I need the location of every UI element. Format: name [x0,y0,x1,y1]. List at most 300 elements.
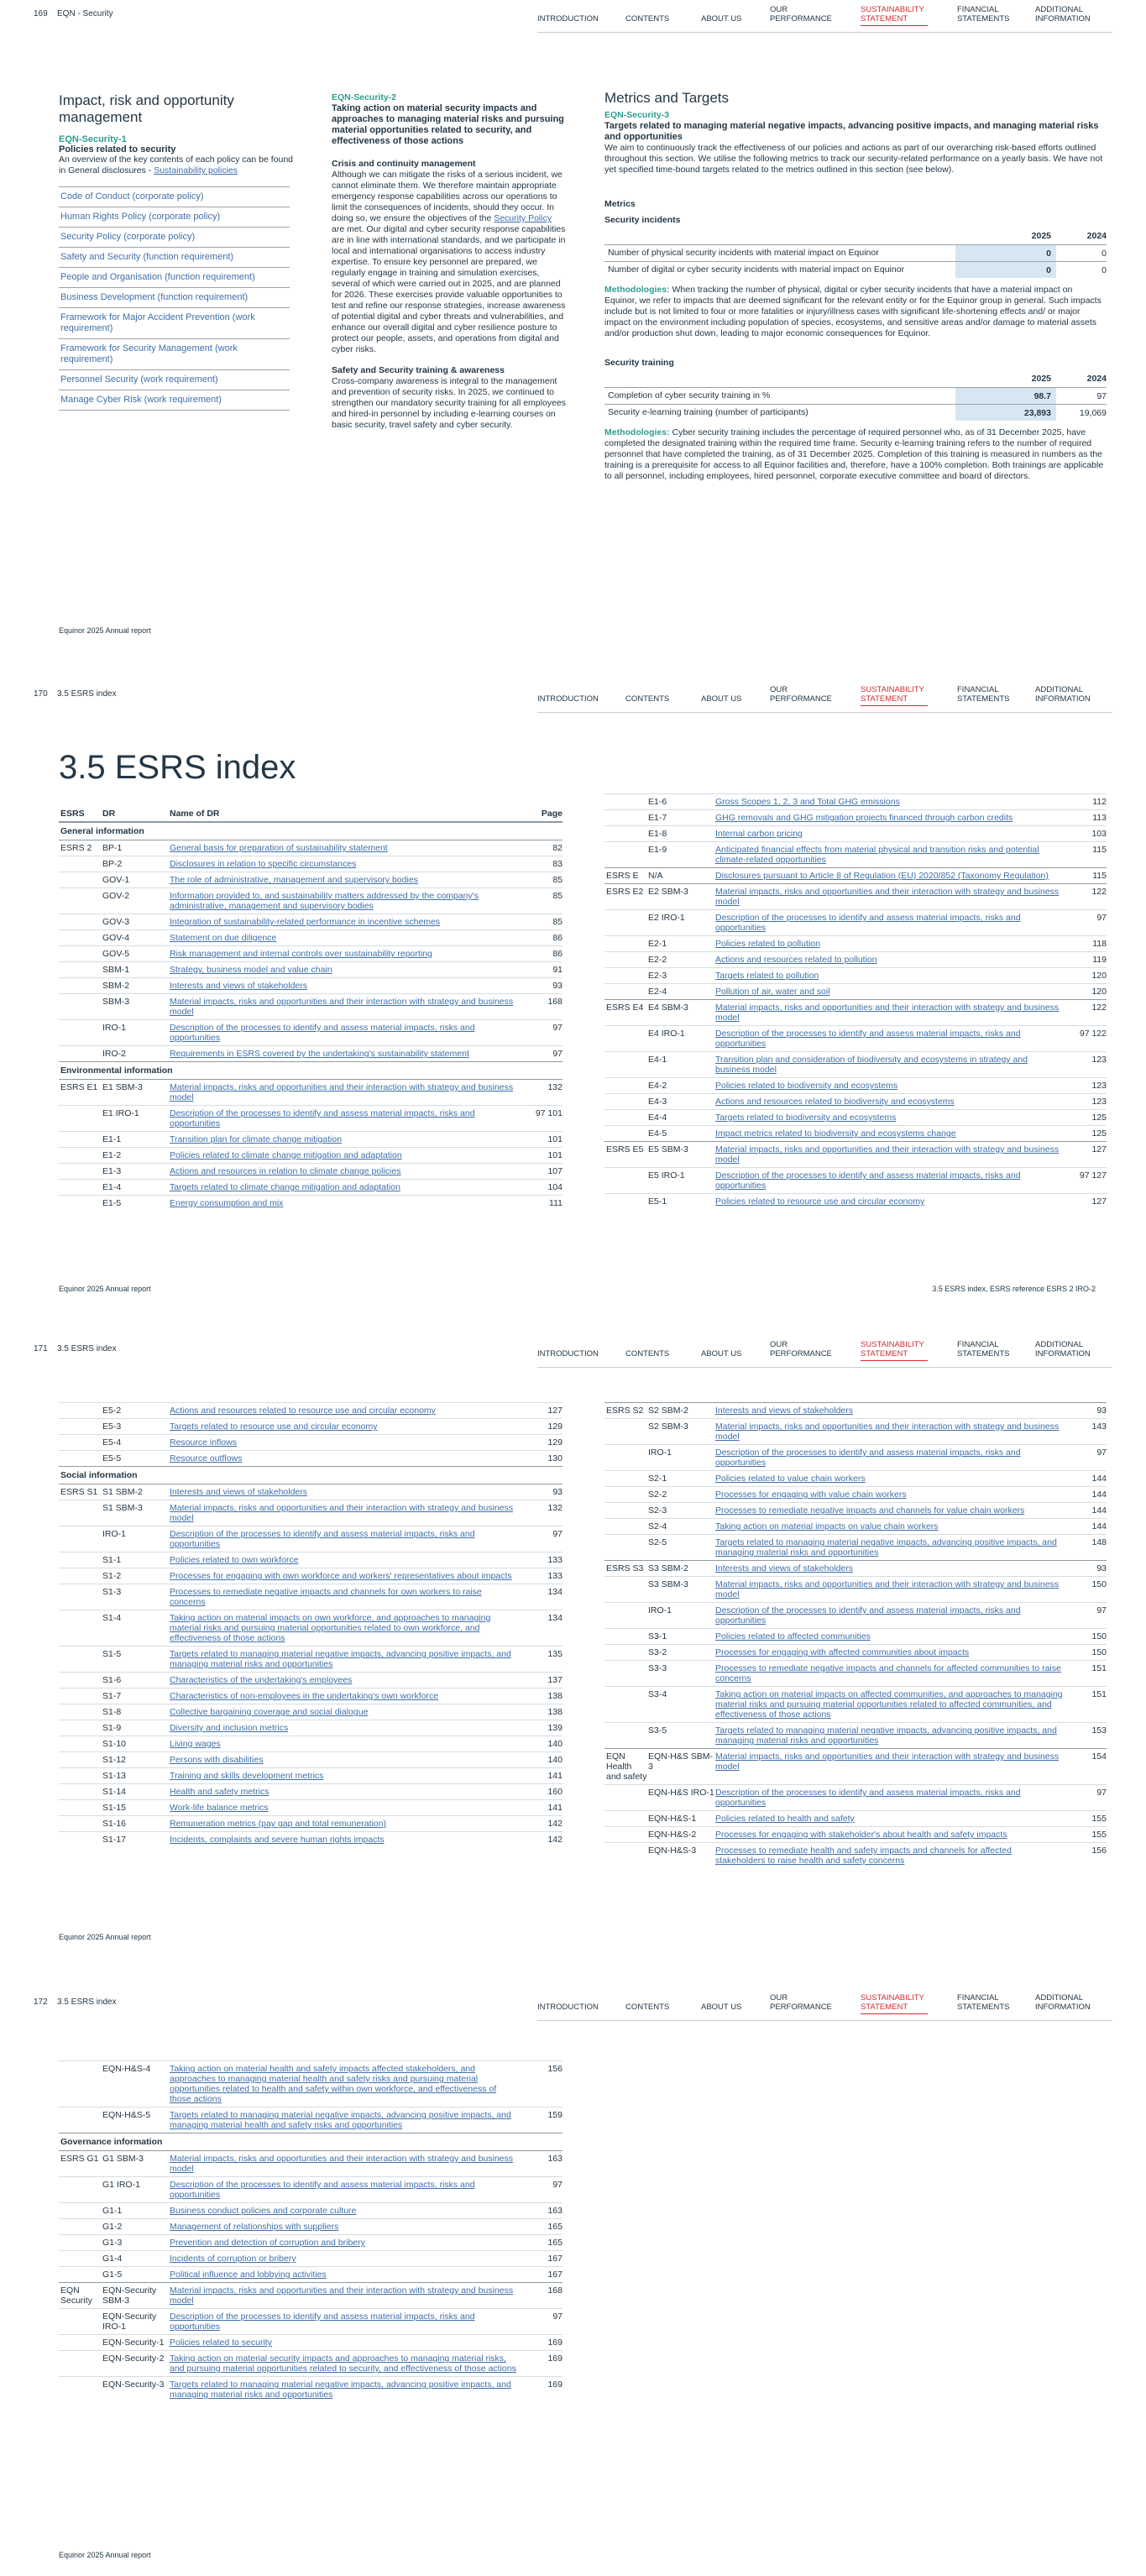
dr-link[interactable]: Description of the processes to identify and assess material impacts, risks and opportunities [170,2180,475,2200]
dr-cell: E1-7 [648,813,667,823]
page-cell: 169 [547,2380,563,2390]
dr-cell: S1-2 [102,1571,122,1581]
page-cell: 127 [547,1406,563,1416]
dr-cell: E1-1 [102,1134,122,1144]
table-row [59,1783,563,1799]
policy-link[interactable]: Framework for Major Accident Prevention (work requirement) [59,307,290,338]
table-row [604,1784,1107,1810]
nav-item[interactable]: INTRODUCTION [537,694,599,704]
table-row [59,1434,563,1450]
training-table-heading: Security training [604,358,674,368]
nav-item[interactable]: SUSTAINABILITY STATEMENT [861,685,936,706]
table-row [604,1025,1107,1051]
dr-link[interactable]: Interests and views of stakeholders [715,1563,854,1573]
dr-link[interactable]: Processes to remediate health and safety impacts and channels for affected stakeholders to raise health and safety concerns [715,1846,1012,1866]
dr-cell: S2-4 [648,1521,667,1531]
nav-item[interactable]: FINANCIAL STATEMENTS [957,1993,1010,2012]
page-cell: 127 [1091,1196,1107,1207]
metrics-column [604,92,1107,482]
table-row [59,1751,563,1767]
policy-link[interactable]: People and Organisation (function requirement) [59,267,290,287]
nav-item[interactable]: ADDITIONAL INFORMATION [1035,5,1091,24]
dr-link[interactable]: Characteristics of non-employees in the undertaking's own workforce [170,1691,439,1701]
esrs-cell: ESRS G1 [60,2154,99,2164]
dr-cell: E1-3 [102,1166,122,1176]
footer: Equinor 2025 Annual report [59,626,151,635]
dr-link[interactable]: Policies related to health and safety [715,1814,855,1824]
dr-cell: S2 SBM-3 [648,1422,688,1432]
dr-link[interactable]: Policies related to resource use and circular economy [715,1196,925,1207]
dr-link[interactable]: Description of the processes to identify and assess material impacts, risks and opportunities [715,1605,1021,1626]
table-row [59,1450,563,1466]
dr-link[interactable]: Targets related to pollution [715,971,819,981]
nav-item[interactable]: CONTENTS [625,1349,670,1359]
page-cell: 150 [1091,1647,1107,1657]
nav-item[interactable]: OUR PERFORMANCE [770,1340,832,1359]
dr-link[interactable]: Actions and resources related to pollution [715,955,877,965]
esrs-cell [604,1029,648,1049]
dr-cell: EQN-Security-2 [102,2353,165,2364]
dr-cell: EQN-Security-3 [102,2380,165,2390]
page-cell: 167 [547,2270,563,2280]
table-row [59,1526,563,1552]
dr-cell: E2 IRO-1 [648,913,685,923]
table-row [59,2250,563,2266]
nav-item[interactable]: SUSTAINABILITY STATEMENT [861,1993,936,2014]
table-row [59,1646,563,1672]
dr-link[interactable]: Transition plan for climate change mitigation [170,1134,343,1144]
table-row [59,1831,563,1847]
dr-link[interactable]: Policies related to affected communities [715,1631,871,1641]
policy-link[interactable]: Personnel Security (work requirement) [59,369,290,390]
disclosure-title: Targets related to managing material negative impacts, advancing positive impacts, and managing material risks and opportunities [604,121,1099,142]
dr-link[interactable]: Material impacts, risks and opportunities and their interaction with strategy and business model [170,1503,514,1523]
dr-link[interactable]: Taking action on material security impacts and approaches to managing material risks, and pursuing material opportunities related to security, and effectiveness of those actions [170,2353,516,2374]
esrs-cell [59,2270,102,2280]
dr-cell: EQN-H&S IRO-1 [648,1788,714,1798]
esrs-table-left [59,806,563,1211]
dr-link[interactable]: Material impacts, risks and opportunities and their interaction with strategy and business model [170,2154,514,2174]
table-header: ESRS DR Name of DR Page [59,806,563,822]
page-cell: 97 101 [535,1108,563,1118]
page-cell: 120 [1091,971,1107,981]
dr-cell: IRO-1 [648,1448,672,1458]
dr-link[interactable]: Resource outflows [170,1453,243,1463]
page-cell: 138 [547,1691,563,1701]
dr-link[interactable]: Targets related to climate change mitigation and adaptation [170,1182,400,1192]
metric-row: Number of physical security incidents with material impact on Equinor 0 0 [604,244,1107,261]
esrs-cell [604,1055,648,1075]
dr-link[interactable]: Processes for engaging with affected communities about impacts [715,1647,970,1657]
table-row [604,1534,1107,1560]
security-policy-link[interactable]: Security Policy [494,213,552,223]
page-cell: 111 [549,1198,563,1208]
table-row [59,2202,563,2218]
esrs-cell [604,1605,648,1626]
nav-item[interactable]: ABOUT US [701,2003,742,2012]
dr-cell: E5-4 [102,1437,122,1448]
page-number: 172 [34,1997,48,2007]
dr-link[interactable]: Persons with disabilities [170,1755,264,1765]
nav-item[interactable]: INTRODUCTION [537,14,599,24]
dr-cell: E2-4 [648,987,667,997]
dr-link[interactable]: Targets related to managing material negative impacts, advancing positive impacts, and managing material risks and opportunities [170,1649,511,1669]
nav-item[interactable]: FINANCIAL STATEMENTS [957,1340,1010,1359]
nav-item[interactable]: CONTENTS [625,2003,670,2012]
dr-link[interactable]: Taking action on material health and safety impacts affected stakeholders, and approaches to managing material health and safety risks and pursuing material opportunities related to health and safety within own workforce, and effectiveness of those actions [170,2064,497,2104]
dr-link[interactable]: Incidents of corruption or bribery [170,2254,296,2264]
table-row [59,872,563,887]
dr-link[interactable]: Description of the processes to identify and assess material impacts, risks and opportunities [715,1170,1021,1191]
dr-link[interactable]: Resource inflows [170,1437,237,1448]
dr-link[interactable]: Living wages [170,1739,221,1749]
page-cell: 120 [1091,987,1107,997]
dr-link[interactable]: Targets related to managing material negative impacts, advancing positive impacts, and managing material risks and opportunities [170,2380,511,2400]
nav-item[interactable]: FINANCIAL STATEMENTS [957,5,1010,24]
dr-cell: E1 IRO-1 [102,1108,139,1118]
dr-link[interactable]: Targets related to managing material negative impacts, advancing positive impacts, and managing material health and safety risks and opportunities [170,2110,511,2130]
dr-link[interactable]: Taking action on material impacts on value chain workers [715,1521,939,1531]
nav-item[interactable]: ABOUT US [701,694,742,704]
table-row [59,1720,563,1736]
page-cell: 97 122 [1079,1029,1107,1039]
dr-link[interactable]: Material impacts, risks and opportunities and their interaction with strategy and business model [715,1144,1060,1165]
dr-link[interactable]: Internal carbon pricing [715,829,803,839]
dr-link[interactable]: Description of the processes to identify and assess material impacts, risks and opportunities [170,1529,475,1549]
metrics-intro: We aim to continuously track the effectiveness of our policies and actions as part of our overarching risk-based efforts outlined throughout this section. We utilise the following metrics to track our security-related performance on a yearly basis. We have not yet specified time-bound targets related to the metrics outlined in this section (see below). [604,143,1103,175]
table-row [604,1093,1107,1109]
esrs-cell [59,1555,102,1565]
dr-link[interactable]: Management of relationships with suppliers [170,2222,339,2232]
esrs-cell [59,875,102,885]
dr-link[interactable]: Impact metrics related to biodiversity and ecosystems change [715,1128,956,1139]
dr-link[interactable]: Processes for engaging with stakeholder's about health and safety impacts [715,1830,1007,1840]
page-cell: 150 [1091,1579,1107,1589]
dr-cell: S2-2 [648,1490,667,1500]
nav-item[interactable]: ADDITIONAL INFORMATION [1035,1993,1091,2012]
table-row [59,2376,563,2402]
dr-cell: IRO-2 [102,1049,127,1059]
nav-item[interactable]: CONTENTS [625,694,670,704]
dr-link[interactable]: The role of administrative, management and supervisory bodies [170,875,418,885]
dr-cell: S1-15 [102,1803,127,1813]
table-row [59,1105,563,1131]
table-row [59,2334,563,2350]
esrs-cell [59,2353,102,2374]
esrs-cell [59,2238,102,2248]
dr-link[interactable]: Targets related to biodiversity and ecosystems [715,1113,897,1123]
page-cell: 155 [1091,1830,1107,1840]
dr-link[interactable]: Policies related to value chain workers [715,1474,866,1484]
dr-link[interactable]: Processes for engaging with own workforce and workers' representatives about impacts [170,1571,512,1581]
dr-link[interactable]: Prevention and detection of corruption and bribery [170,2238,365,2248]
dr-link[interactable]: General basis for preparation of sustainability statement [170,843,388,853]
esrs-cell [59,2254,102,2264]
dr-cell: EQN-H&S-4 [102,2064,151,2074]
dr-link[interactable]: Gross Scopes 1, 2, 3 and Total GHG emissions [715,797,900,807]
nav-item[interactable]: SUSTAINABILITY STATEMENT [861,5,936,26]
esrs-cell [604,1846,648,1866]
dr-cell: E1-2 [102,1150,122,1160]
nav-item[interactable]: SUSTAINABILITY STATEMENT [861,1340,936,1361]
policy-link[interactable]: Safety and Security (function requirement) [59,247,290,267]
nav-item[interactable]: FINANCIAL STATEMENTS [957,685,1010,704]
table-row [604,1470,1107,1486]
page-number: 170 [34,689,48,699]
dr-link[interactable]: Description of the processes to identify and assess material impacts, risks and opportunities [715,1029,1021,1049]
table-row [604,1826,1107,1842]
page-cell: 150 [1091,1631,1107,1641]
esrs-cell [59,1571,102,1581]
disclosure-title: Policies related to security [59,144,176,154]
dr-link[interactable]: Remuneration metrics (pay gap and total remuneration) [170,1819,386,1829]
dr-cell: S2 SBM-2 [648,1406,688,1416]
dr-cell: BP-1 [102,843,123,853]
nav-item[interactable]: OUR PERFORMANCE [770,5,832,24]
esrs-cell [59,1755,102,1765]
table-row [59,1179,563,1195]
dr-link[interactable]: Risk management and internal controls over sustainability reporting [170,949,432,959]
page-cell: 151 [1091,1663,1107,1673]
dr-link[interactable]: Strategy, business model and value chain [170,965,332,975]
page-cell: 132 [547,1503,563,1513]
nav-item[interactable]: INTRODUCTION [537,2003,599,2012]
dr-link[interactable]: Material impacts, risks and opportunities and their interaction with strategy and business model [170,2285,514,2306]
footer: Equinor 2025 Annual report [59,2551,151,2559]
dr-link[interactable]: Requirements in ESRS covered by the undertaking's sustainability statement [170,1049,469,1059]
dr-link[interactable]: Material impacts, risks and opportunities and their interaction with strategy and business model [170,997,514,1017]
table-row [604,1193,1107,1209]
esrs-cell [604,913,648,933]
dr-cell: G1-3 [102,2238,123,2248]
page-cell: 97 [552,1023,563,1033]
section-heading: General information [59,822,563,840]
page-cell: 139 [547,1723,563,1733]
dr-cell: S1-4 [102,1613,122,1623]
dr-link[interactable]: Statement on due diligence [170,933,277,943]
page-cell: 137 [547,1675,563,1685]
dr-link[interactable]: Integration of sustainability-related performance in incentive schemes [170,917,441,927]
dr-link[interactable]: Processes for engaging with value chain workers [715,1490,907,1500]
dr-link[interactable]: Interests and views of stakeholders [170,981,308,991]
esrs-cell [59,1723,102,1733]
page-cell: 143 [1091,1422,1107,1432]
section-name: 3.5 ESRS index [57,1997,117,2007]
dr-cell: E1-6 [648,797,667,807]
dr-cell: S1-14 [102,1787,127,1797]
policy-link[interactable]: Human Rights Policy (corporate policy) [59,207,290,227]
esrs-cell [604,1830,648,1840]
dr-link[interactable]: Description of the processes to identify and assess material impacts, risks and opportunities [170,1023,475,1043]
page-cell: 127 [1091,1144,1107,1154]
dr-link[interactable]: Diversity and inclusion metrics [170,1723,289,1733]
dr-link[interactable]: Interests and views of stakeholders [715,1406,854,1416]
page-cell: 125 [1091,1113,1107,1123]
esrs-cell [604,813,648,823]
table-row [59,1019,563,1045]
dr-link[interactable]: Incidents, complaints and severe human rights impacts [170,1835,385,1845]
dr-cell: S1-13 [102,1771,127,1781]
esrs-cell [59,2110,102,2130]
page-cell: 169 [547,2353,563,2364]
nav-item[interactable]: ADDITIONAL INFORMATION [1035,1340,1091,1359]
dr-link[interactable]: GHG removals and GHG mitigation projects financed through carbon credits [715,813,1013,823]
dr-link[interactable]: Material impacts, risks and opportunities and their interaction with strategy and business model [715,1003,1060,1023]
page-cell: 97 [552,1049,563,1059]
table-row [604,1576,1107,1602]
nav-item[interactable]: ABOUT US [701,14,742,24]
dr-link[interactable]: Transition plan and consideration of biodiversity and ecosystems in strategy and business model [715,1055,1028,1075]
page-cell: 97 [1096,913,1107,923]
page-cell: 91 [552,965,563,975]
esrs-cell: EQN Security [60,2285,92,2306]
dr-link[interactable]: Disclosures in relation to specific circumstances [170,859,357,869]
policy-link[interactable]: Code of Conduct (corporate policy) [59,186,290,207]
dr-link[interactable]: Targets related to managing material negative impacts, advancing positive impacts, and managing material risks and opportunities [715,1537,1057,1558]
table-row [604,1810,1107,1826]
dr-link[interactable]: Material impacts, risks and opportunities and their interaction with strategy and business model [715,1579,1060,1600]
dr-link[interactable]: Characteristics of the undertaking's employees [170,1675,353,1685]
dr-link[interactable]: Work-life balance metrics [170,1803,269,1813]
dr-link[interactable]: Targets related to managing material negative impacts, advancing positive impacts, and managing material risks and opportunities [715,1725,1057,1746]
nav-item[interactable]: INTRODUCTION [537,1349,599,1359]
dr-link[interactable]: Description of the processes to identify and assess material impacts, risks and opportunities [715,1788,1021,1808]
dr-link[interactable]: Processes to remediate negative impacts and channels for affected communities to raise concerns [715,1663,1061,1683]
dr-cell: S1-12 [102,1755,127,1765]
dr-link[interactable]: Material impacts, risks and opportunities and their interaction with strategy and business model [715,1751,1060,1772]
esrs-cell [59,891,102,911]
dr-link[interactable]: Pollution of air, water and soil [715,987,830,997]
year-header: 2025 2024 [1031,374,1107,384]
table-row [59,1079,563,1105]
crisis-text: Although we can mitigate the risks of a serious incident, we cannot eliminate them. We therefore maintain appropriate emergency response capabilities across our operations to limit the consequences of incidents, should they occur. In doing so, we ensure the objectives of the Security Policy are met. Our digital and cyber security response capabilities are in line with international standards, and we participate in local and international organisations to access industry expertise. To ensure key personnel are prepared, we regularly engage in training and simulation exercises, several of which were carried out in 2025, and are planned for 2026. These exercises provide valuable opportunities to test and refine our response strategies, increase awareness of potential digital and cyber threats and vulnerabilities, and enhance our overall digital and cyber resilience posture to protect our people, assets, and operations from digital and cyber risks. [332,170,566,354]
dr-link[interactable]: Processes to remediate negative impacts and channels for value chain workers [715,1505,1025,1516]
policy-link[interactable]: Manage Cyber Risk (work requirement) [59,390,290,410]
dr-cell: S1-6 [102,1675,122,1685]
dr-link[interactable]: Policies related to security [170,2338,272,2348]
dr-cell: S1-1 [102,1555,122,1565]
table-row [59,945,563,961]
page-cell: 142 [547,1819,563,1829]
esrs-cell [604,1537,648,1558]
table-row [604,1722,1107,1748]
page-cell: 83 [552,859,563,869]
dr-link[interactable]: Description of the processes to identify and assess material impacts, risks and opportunities [715,913,1021,933]
page-cell: 101 [547,1150,563,1160]
nav-item[interactable]: OUR PERFORMANCE [770,685,832,704]
page-cell: 86 [552,949,563,959]
table-row [59,2266,563,2282]
page-header [0,680,1146,715]
dr-link[interactable]: Actions and resources related to resource use and circular economy [170,1406,436,1416]
policy-link[interactable]: Business Development (function requirement) [59,287,290,307]
dr-link[interactable]: Description of the processes to identify and assess material impacts, risks and opportunities [170,2312,475,2332]
nav-item[interactable]: ADDITIONAL INFORMATION [1035,685,1091,704]
dr-cell: S3-2 [648,1647,667,1657]
dr-link[interactable]: Material impacts, risks and opportunities and their interaction with strategy and business model [715,887,1060,907]
dr-link[interactable]: Description of the processes to identify and assess material impacts, risks and opportunities [170,1108,475,1128]
dr-cell: GOV-1 [102,875,130,885]
esrs-cell [604,1128,648,1139]
table-row [604,1077,1107,1093]
dr-link[interactable]: Description of the processes to identify and assess material impacts, risks and opportunities [715,1448,1021,1468]
dr-link[interactable]: Material impacts, risks and opportunities and their interaction with strategy and business model [170,1082,514,1102]
dr-link[interactable]: Interests and views of stakeholders [170,1487,308,1497]
page-cell: 154 [1091,1751,1107,1762]
policy-link[interactable]: Security Policy (corporate policy) [59,227,290,247]
page-cell: 122 [1091,887,1107,897]
page-cell: 85 [552,891,563,901]
table-row [604,1167,1107,1193]
dr-link[interactable]: Policies related to pollution [715,939,820,949]
dr-link[interactable]: Targets related to resource use and circular economy [170,1422,378,1432]
nav-item[interactable]: ABOUT US [701,1349,742,1359]
dr-link[interactable]: Collective bargaining coverage and social dialogue [170,1707,369,1717]
page-cell: 122 [1091,1003,1107,1013]
table-row [604,1842,1107,1868]
table-row [59,2218,563,2234]
nav-item[interactable]: OUR PERFORMANCE [770,1993,832,2012]
esrs-cell [604,1663,648,1683]
dr-cell: S3-4 [648,1689,667,1699]
page-172 [0,1988,1146,2576]
esrs-cell [604,1505,648,1516]
dr-link[interactable]: Policies related to climate change mitigation and adaptation [170,1150,402,1160]
page-171 [0,1335,1146,1973]
dr-link[interactable]: Training and skills development metrics [170,1771,324,1781]
dr-link[interactable]: Political influence and lobbying activities [170,2270,327,2280]
table-row [604,951,1107,967]
page-cell: 86 [552,933,563,943]
dr-link[interactable]: Information provided to, and sustainability matters addressed by the company's administrative, management and supervisory bodies [170,891,479,911]
page-cell: 132 [547,1082,563,1092]
esrs-cell [59,1649,102,1669]
page-cell: 144 [1091,1490,1107,1500]
dr-link[interactable]: Anticipated financial effects from material physical and transition risks and potential climate-related opportunities [715,845,1039,865]
dr-link[interactable]: Energy consumption and mix [170,1198,284,1208]
dr-link[interactable]: Taking action on material impacts on own workforce, and approaches to managing material risks and pursuing material opportunities related to own workforce, and effectiveness of those actions [170,1613,491,1643]
table-row [604,825,1107,841]
esrs-cell [59,2180,102,2200]
dr-link[interactable]: Health and safety metrics [170,1787,269,1797]
dr-link[interactable]: Policies related to own workforce [170,1555,299,1565]
policy-link[interactable]: Framework for Security Management (work requirement) [59,338,290,369]
page-cell: 85 [552,917,563,927]
page-cell: 129 [547,1422,563,1432]
dr-cell: E5 SBM-3 [648,1144,688,1154]
page-cell: 101 [547,1134,563,1144]
table-row [59,840,563,856]
page-cell: 141 [547,1803,563,1813]
table-row [604,1051,1107,1077]
sustainability-policies-link[interactable]: Sustainability policies [154,165,238,175]
dr-link[interactable]: Processes to remediate negative impacts and channels for own workers to raise concerns [170,1587,482,1607]
dr-link[interactable]: Disclosures pursuant to Article 8 of Regulation (EU) 2020/852 (Taxonomy Regulation) [715,871,1049,881]
dr-link[interactable]: Policies related to biodiversity and ecosystems [715,1081,898,1091]
esrs-cell: ESRS E [606,871,639,881]
dr-link[interactable]: Taking action on material impacts on affected communities, and approaches to managing material risks and pursuing material opportunities related to affected communities, and effectiveness of those actions [715,1689,1063,1720]
dr-link[interactable]: Actions and resources related to biodiversity and ecosystems [715,1097,955,1107]
nav-item[interactable]: CONTENTS [625,14,670,24]
dr-link[interactable]: Business conduct policies and corporate culture [170,2206,357,2216]
page-cell: 123 [1091,1081,1107,1091]
dr-cell: S1-7 [102,1691,122,1701]
esrs-cell [604,1725,648,1746]
dr-cell: S1-16 [102,1819,127,1829]
dr-link[interactable]: Material impacts, risks and opportunities and their interaction with strategy and business model [715,1422,1060,1442]
table-row [59,2308,563,2334]
dr-link[interactable]: Actions and resources in relation to climate change policies [170,1166,401,1176]
